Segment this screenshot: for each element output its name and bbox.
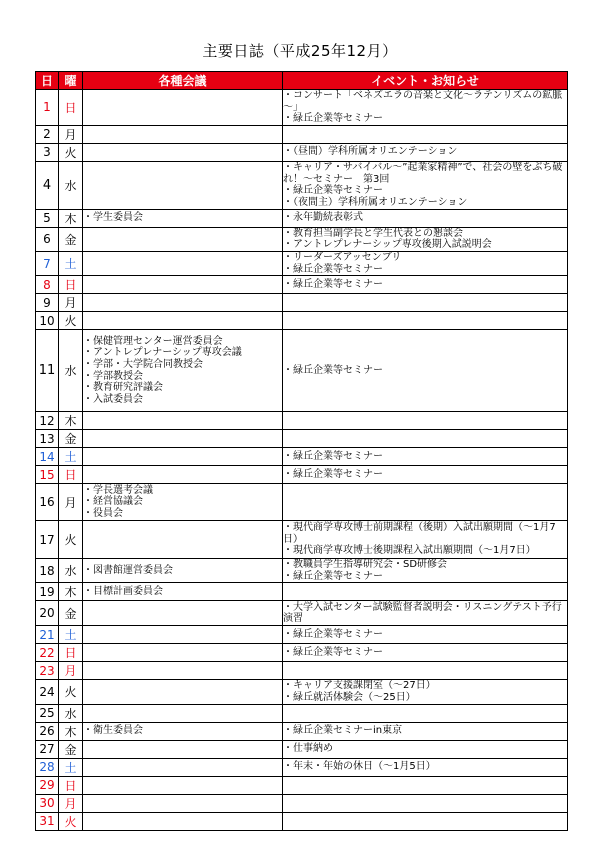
meetings-cell [83, 448, 283, 466]
day-cell: 26 [36, 722, 59, 740]
day-cell: 25 [36, 704, 59, 722]
day-cell: 9 [36, 294, 59, 312]
meetings-cell [83, 662, 283, 680]
meeting-item: ・図書館運営委員会 [83, 564, 173, 576]
table-row [36, 559, 568, 583]
table-row [36, 90, 568, 126]
weekday-cell: 土 [59, 251, 83, 275]
event-item: ・緑丘企業等セミナー [283, 113, 383, 125]
event-item: ・教育担当副学長と学生代表との懇談会 [283, 227, 463, 239]
table-row [36, 209, 568, 227]
meetings-cell [83, 758, 283, 776]
table-row [36, 330, 568, 412]
meetings-cell [83, 161, 283, 209]
meetings-cell [83, 812, 283, 830]
meetings-cell [83, 209, 283, 227]
weekday-cell: 日 [59, 466, 83, 484]
meetings-cell [83, 412, 283, 430]
meetings-cell [83, 143, 283, 161]
day-cell: 30 [36, 794, 59, 812]
table-row [36, 484, 568, 521]
weekday-cell: 月 [59, 484, 83, 521]
day-cell: 10 [36, 312, 59, 330]
meetings-cell [83, 559, 283, 583]
day-cell: 31 [36, 812, 59, 830]
event-item: ・現代商学専攻博士後期課程入試出願期間（～1月7日） [283, 545, 536, 557]
meetings-cell [83, 466, 283, 484]
day-cell: 16 [36, 484, 59, 521]
table-row [36, 776, 568, 794]
day-cell: 14 [36, 448, 59, 466]
table-row [36, 601, 568, 626]
events-cell [283, 312, 568, 330]
meeting-item: ・教育研究評議会 [83, 382, 163, 394]
day-cell: 13 [36, 430, 59, 448]
meeting-item: ・学生委員会 [83, 212, 143, 224]
day-cell: 1 [36, 90, 59, 126]
table-row [36, 704, 568, 722]
day-cell: 29 [36, 776, 59, 794]
event-item: ・教職員学生指導研究会・SD研修会 [283, 559, 448, 571]
events-cell [283, 776, 568, 794]
meeting-item: ・学部・大学院合同教授会 [83, 359, 203, 371]
events-cell [283, 704, 568, 722]
event-item: ・緑丘企業等セミナー [283, 629, 383, 641]
meetings-cell [83, 722, 283, 740]
event-item: ・緑丘企業等セミナー [283, 364, 383, 376]
weekday-cell: 水 [59, 704, 83, 722]
weekday-cell: 土 [59, 758, 83, 776]
event-item: ・（夜間主）学科所属オリエンテーション [283, 196, 468, 208]
table-row [36, 312, 568, 330]
weekday-cell: 金 [59, 601, 83, 626]
meeting-item: ・保健管理センター運営委員会 [83, 335, 223, 347]
day-cell: 15 [36, 466, 59, 484]
header-row [36, 72, 568, 90]
table-row [36, 626, 568, 644]
events-cell [283, 448, 568, 466]
event-item: ・緑丘就活体験会（～25日） [283, 691, 416, 703]
events-cell [283, 812, 568, 830]
event-item: ・現代商学専攻博士前期課程（後期）入試出願期間（～1月7日） [283, 522, 556, 545]
events-cell [283, 466, 568, 484]
events-cell [283, 276, 568, 294]
event-item: ・キャリア支援課閉室（～27日） [283, 680, 436, 692]
header-weekday: 曜 [59, 72, 83, 90]
weekday-cell: 金 [59, 430, 83, 448]
event-item: ・緑丘企業等セミナー [283, 647, 383, 659]
table-row [36, 251, 568, 275]
event-item: ・年末・年始の休日（～1月5日） [283, 761, 436, 773]
events-cell [283, 794, 568, 812]
meetings-cell [83, 583, 283, 601]
event-item: ・キャリア・サバイバル～”起業家精神”で、社会の壁をぶち破れ！～セミナー 第3回 [283, 162, 563, 185]
table-row [36, 227, 568, 251]
table-row [36, 583, 568, 601]
day-cell: 5 [36, 209, 59, 227]
events-cell [283, 680, 568, 704]
day-cell: 6 [36, 227, 59, 251]
day-cell: 11 [36, 330, 59, 412]
meetings-cell [83, 430, 283, 448]
weekday-cell: 水 [59, 330, 83, 412]
table-row [36, 412, 568, 430]
weekday-cell: 金 [59, 227, 83, 251]
events-cell [283, 209, 568, 227]
day-cell: 12 [36, 412, 59, 430]
diary-table [35, 71, 568, 831]
weekday-cell: 月 [59, 662, 83, 680]
meetings-cell [83, 644, 283, 662]
events-cell [283, 626, 568, 644]
event-item: ・仕事納め [283, 743, 333, 755]
event-item: ・緑丘企業等セミナー [283, 468, 383, 480]
day-cell: 20 [36, 601, 59, 626]
events-cell [283, 330, 568, 412]
event-item: ・大学入試センター試験監督者説明会・リスニングテスト予行演習 [283, 601, 562, 625]
event-item: ・緑丘企業等セミナー [283, 450, 383, 462]
meetings-cell [83, 251, 283, 275]
meeting-item: ・入試委員会 [83, 393, 143, 405]
table-row [36, 758, 568, 776]
events-cell [283, 484, 568, 521]
table-row [36, 125, 568, 143]
page-title: 主要日誌（平成25年12月） [202, 42, 398, 60]
event-item: ・リーダーズアッセンブリ [283, 251, 402, 263]
events-cell [283, 161, 568, 209]
events-cell [283, 601, 568, 626]
table-row [36, 294, 568, 312]
header-day: 日 [36, 72, 59, 90]
table-row [36, 662, 568, 680]
events-cell [283, 583, 568, 601]
event-item: ・アントレプレナーシップ専攻後期入試説明会 [283, 239, 492, 251]
day-cell: 2 [36, 125, 59, 143]
events-cell [283, 143, 568, 161]
day-cell: 21 [36, 626, 59, 644]
weekday-cell: 月 [59, 125, 83, 143]
meetings-cell [83, 626, 283, 644]
events-cell [283, 227, 568, 251]
meeting-item: ・目標計画委員会 [83, 586, 163, 598]
event-item: ・永年勤続表彰式 [283, 212, 363, 224]
events-cell [283, 251, 568, 275]
meetings-cell [83, 776, 283, 794]
meetings-cell [83, 740, 283, 758]
day-cell: 17 [36, 521, 59, 559]
events-cell [283, 644, 568, 662]
meetings-cell [83, 294, 283, 312]
meeting-item: ・役員会 [83, 507, 123, 519]
weekday-cell: 日 [59, 776, 83, 794]
weekday-cell: 月 [59, 294, 83, 312]
day-cell: 22 [36, 644, 59, 662]
table-row [36, 740, 568, 758]
day-cell: 4 [36, 161, 59, 209]
event-item: ・緑丘企業等セミナー [283, 278, 383, 290]
meetings-cell [83, 601, 283, 626]
events-cell [283, 521, 568, 559]
weekday-cell: 火 [59, 312, 83, 330]
meetings-cell [83, 90, 283, 126]
day-cell: 8 [36, 276, 59, 294]
weekday-cell: 火 [59, 812, 83, 830]
table-row [36, 143, 568, 161]
header-meetings: 各種会議 [83, 72, 283, 90]
day-cell: 7 [36, 251, 59, 275]
weekday-cell: 土 [59, 448, 83, 466]
meetings-cell [83, 521, 283, 559]
meetings-cell [83, 330, 283, 412]
events-cell [283, 125, 568, 143]
events-cell [283, 662, 568, 680]
meetings-cell [83, 125, 283, 143]
table-row [36, 448, 568, 466]
meetings-cell [83, 312, 283, 330]
header-events: イベント・お知らせ [283, 72, 568, 90]
day-cell: 23 [36, 662, 59, 680]
event-item: ・緑丘企業等セミナー [283, 185, 383, 197]
weekday-cell: 水 [59, 559, 83, 583]
weekday-cell: 日 [59, 90, 83, 126]
event-item: ・緑丘企業等セミナー [283, 263, 383, 275]
events-cell [283, 294, 568, 312]
weekday-cell: 木 [59, 722, 83, 740]
table-row [36, 161, 568, 209]
meetings-cell [83, 794, 283, 812]
weekday-cell: 土 [59, 626, 83, 644]
weekday-cell: 木 [59, 583, 83, 601]
weekday-cell: 日 [59, 276, 83, 294]
weekday-cell: 木 [59, 209, 83, 227]
events-cell [283, 758, 568, 776]
weekday-cell: 火 [59, 680, 83, 704]
weekday-cell: 火 [59, 143, 83, 161]
meeting-item: ・経営協議会 [83, 496, 143, 508]
day-cell: 19 [36, 583, 59, 601]
day-cell: 24 [36, 680, 59, 704]
table-row [36, 521, 568, 559]
event-item: ・コンサート「ベネズエラの音楽と文化～ラテンリズムの鉱脈～」 [283, 90, 563, 113]
day-cell: 28 [36, 758, 59, 776]
table-row [36, 466, 568, 484]
meetings-cell [83, 704, 283, 722]
meeting-item: ・学長選考会議 [83, 484, 153, 496]
weekday-cell: 火 [59, 521, 83, 559]
weekday-cell: 水 [59, 161, 83, 209]
events-cell [283, 722, 568, 740]
table-row [36, 680, 568, 704]
events-cell [283, 559, 568, 583]
events-cell [283, 412, 568, 430]
meeting-item: ・衛生委員会 [83, 725, 143, 737]
weekday-cell: 金 [59, 740, 83, 758]
day-cell: 18 [36, 559, 59, 583]
day-cell: 3 [36, 143, 59, 161]
meeting-item: ・アントレプレナーシップ専攻会議 [83, 347, 242, 359]
table-row [36, 722, 568, 740]
meetings-cell [83, 227, 283, 251]
events-cell [283, 740, 568, 758]
meetings-cell [83, 680, 283, 704]
table-row [36, 276, 568, 294]
diary-body [36, 90, 568, 831]
table-row [36, 430, 568, 448]
weekday-cell: 月 [59, 794, 83, 812]
event-item: ・緑丘企業等セミナー [283, 570, 383, 582]
table-row [36, 644, 568, 662]
table-row [36, 812, 568, 830]
meetings-cell [83, 276, 283, 294]
day-cell: 27 [36, 740, 59, 758]
table-row [36, 794, 568, 812]
event-item: ・緑丘企業セミナーin東京 [283, 725, 403, 737]
events-cell [283, 430, 568, 448]
weekday-cell: 木 [59, 412, 83, 430]
meetings-cell [83, 484, 283, 521]
event-item: ・（昼間）学科所属オリエンテーション [283, 146, 458, 158]
weekday-cell: 日 [59, 644, 83, 662]
meeting-item: ・学部教授会 [83, 370, 143, 382]
events-cell [283, 90, 568, 126]
